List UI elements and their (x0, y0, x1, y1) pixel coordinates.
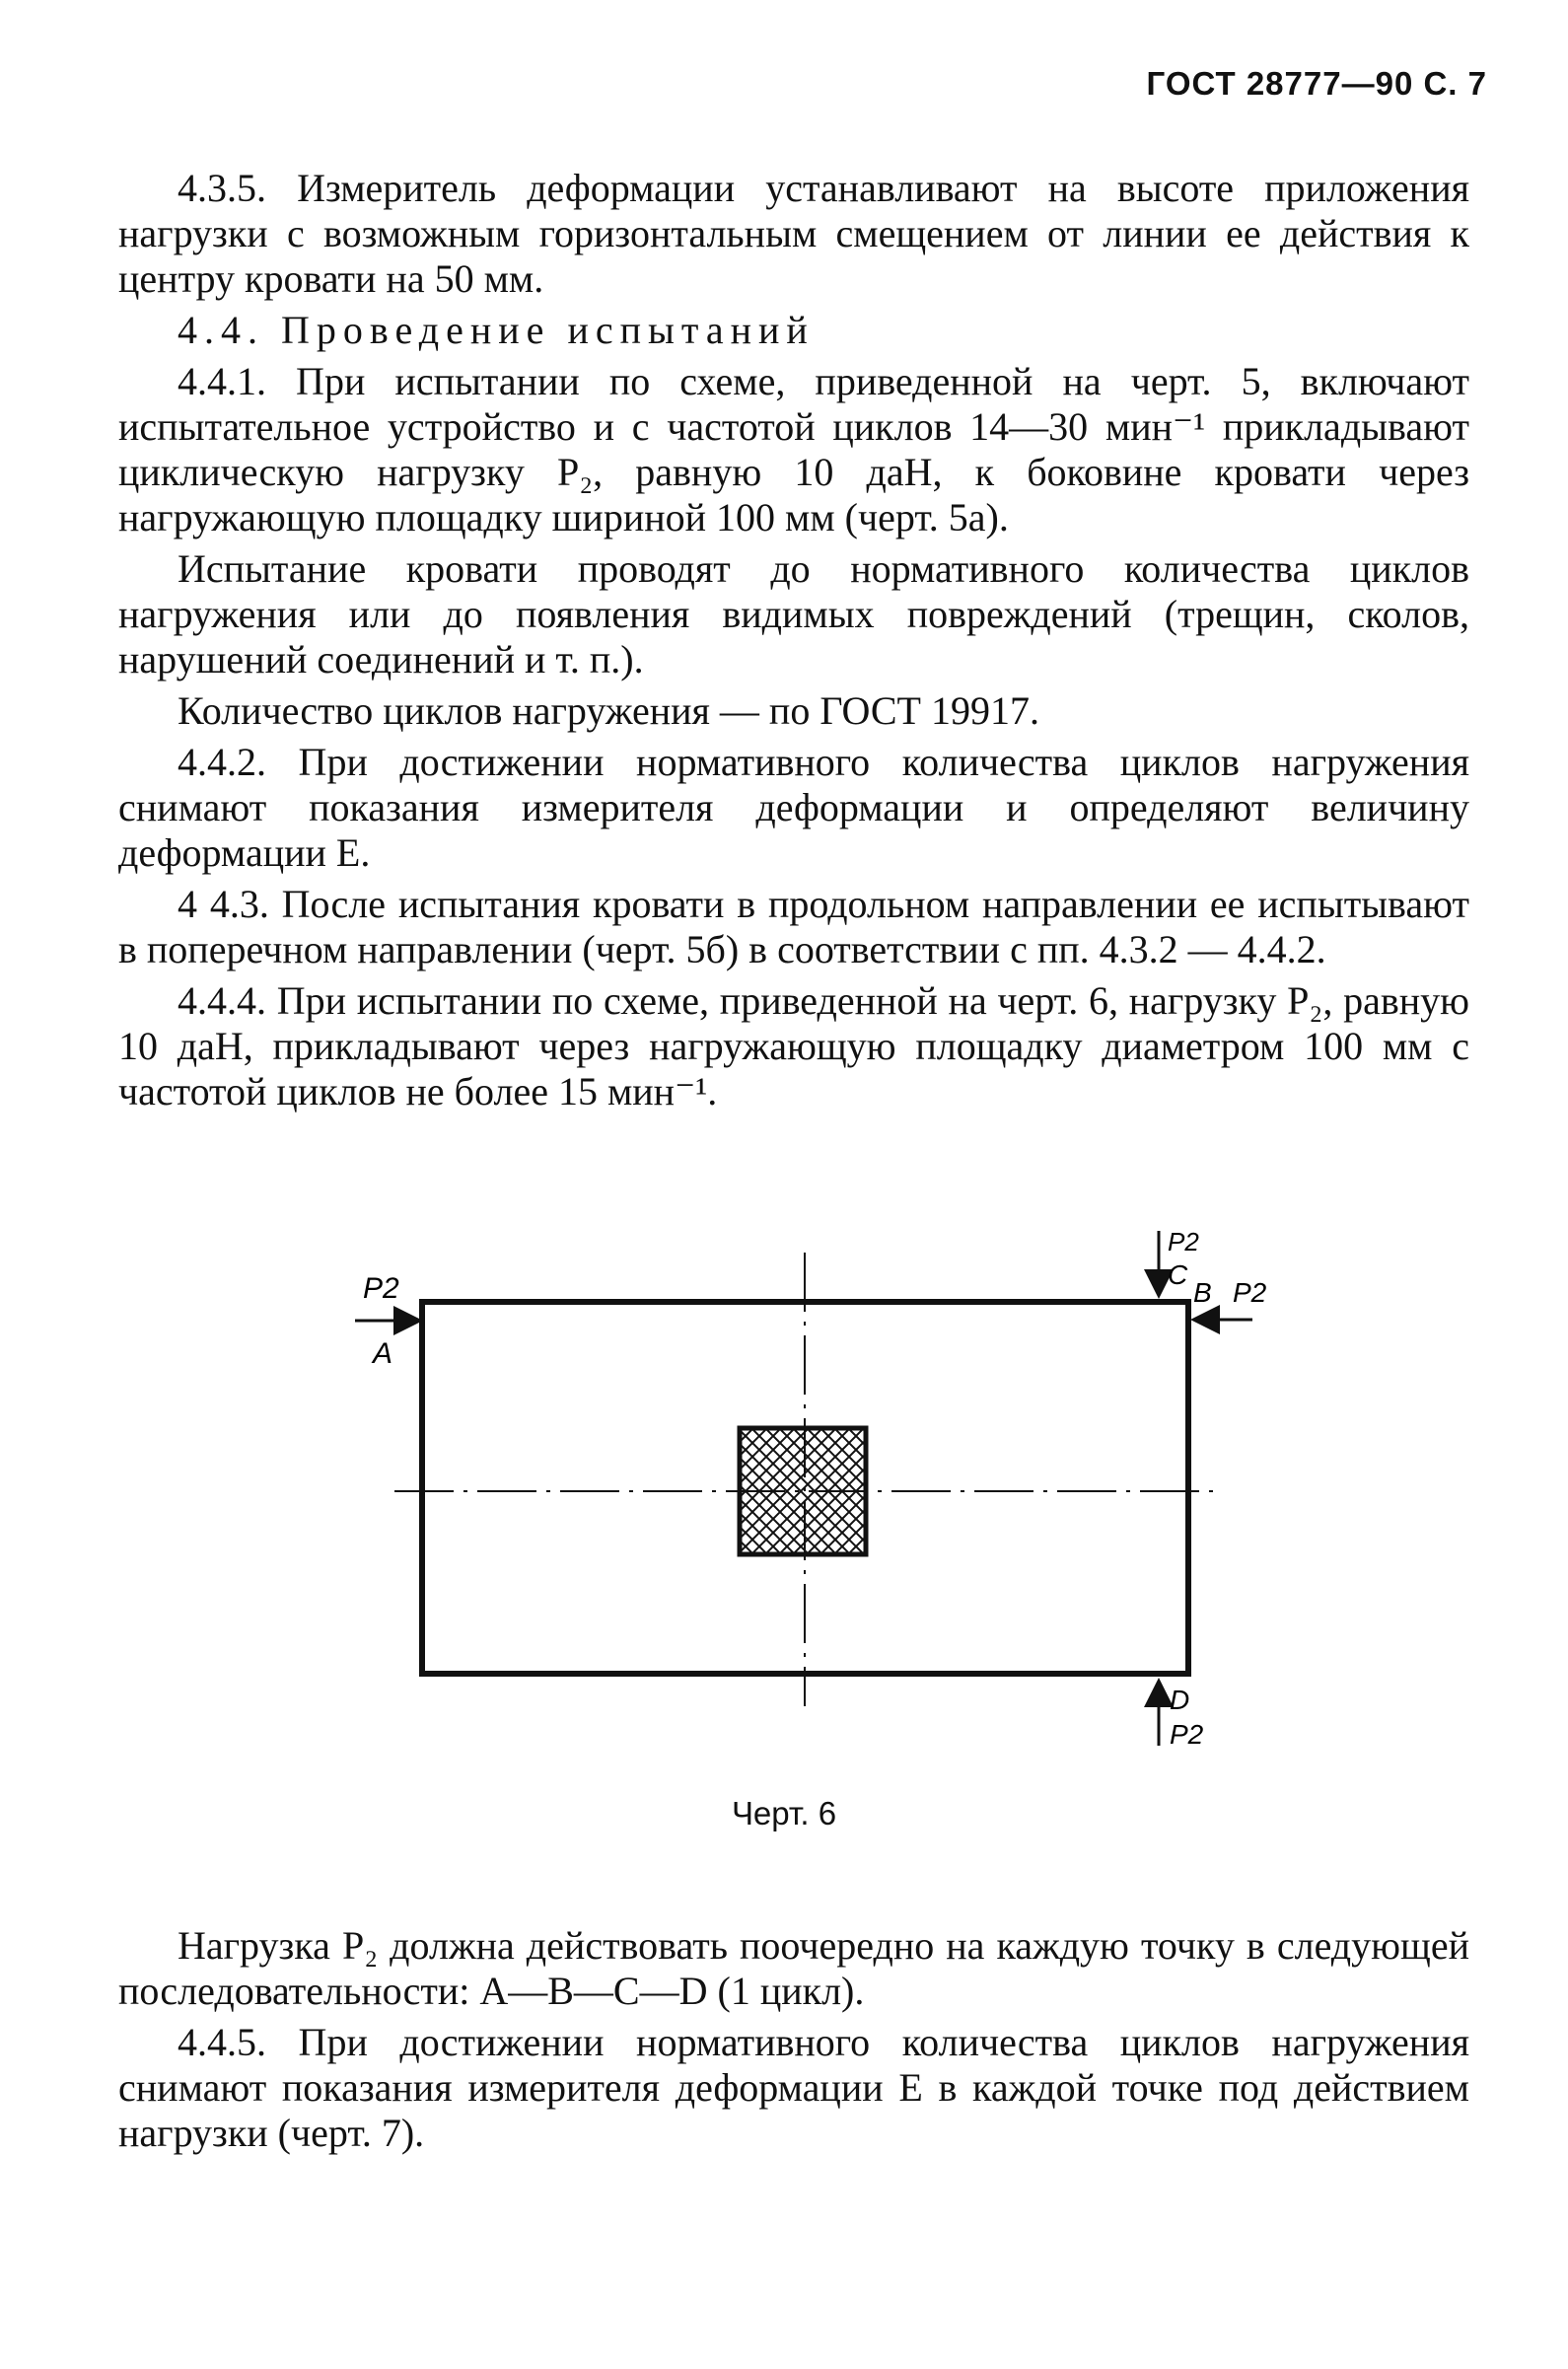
label-p2-top: P2 (1168, 1227, 1199, 1256)
figure-caption: Черт. 6 (731, 1795, 837, 1831)
paragraph-test-duration: Испытание кровати проводят до нормативного количества циклов нагружения или до появления видимых повреждений (трещин, сколов, нарушений соединений и т. п.). (118, 546, 1469, 682)
text-block-bottom (118, 1923, 1469, 2162)
paragraph-4-4-5: 4.4.5. При достижении нормативного количества циклов нагружения снимают показания измерителя деформации E в каждой точке под действием нагрузки (черт. 7). (118, 2020, 1469, 2155)
section-heading-4-4: 4.4. Проведение испытаний (178, 308, 815, 352)
loading-pad (740, 1428, 866, 1554)
label-p2-right: P2 (1233, 1277, 1267, 1308)
paragraph-load-sequence: Нагрузка P₂ должна действовать поочередно на каждую точку в следующей последовательности: A—B—C—D (1 цикл). (118, 1923, 1469, 2013)
label-p2-left: P2 (363, 1272, 399, 1305)
page-header: ГОСТ 28777—90 С. 7 (1146, 65, 1487, 102)
paragraph-4-3-5: 4.3.5. Измеритель деформации устанавливают на высоте приложения нагрузки с возможным горизонтальным смещением от линии ее действия к центру кровати на 50 мм. (118, 166, 1469, 301)
paragraph-4-4-1: 4.4.1. При испытании по схеме, приведенной на черт. 5, включают испытательное устройство и с частотой циклов 14—30 мин⁻¹ прикладывают циклическую нагрузку P₂, равную 10 даН, к боковине кровати через нагружающую площадку шириной 100 мм (черт. 5а). (118, 359, 1469, 539)
label-b: B (1193, 1277, 1212, 1308)
label-p2-bottom: P2 (1170, 1719, 1204, 1750)
label-c: C (1168, 1259, 1188, 1290)
paragraph-cycle-count: Количество циклов нагружения — по ГОСТ 19917. (178, 688, 1039, 733)
label-d: D (1170, 1685, 1190, 1715)
label-a: A (373, 1337, 393, 1370)
paragraph-4-4-2: 4.4.2. При достижении нормативного количества циклов нагружения снимают показания измерителя деформации и определяют величину деформации E. (118, 740, 1469, 875)
paragraph-4-4-4: 4.4.4. При испытании по схеме, приведенной на черт. 6, нагрузку P₂, равную 10 даН, прикладывают через нагружающую площадку диаметром 100 мм с частотой циклов не более 15 мин⁻¹. (118, 978, 1469, 1113)
paragraph-4-4-3: 4 4.3. После испытания кровати в продольном направлении ее испытывают в поперечном направлении (черт. 5б) в соответствии с пп. 4.3.2 — 4.4.2. (118, 882, 1469, 971)
